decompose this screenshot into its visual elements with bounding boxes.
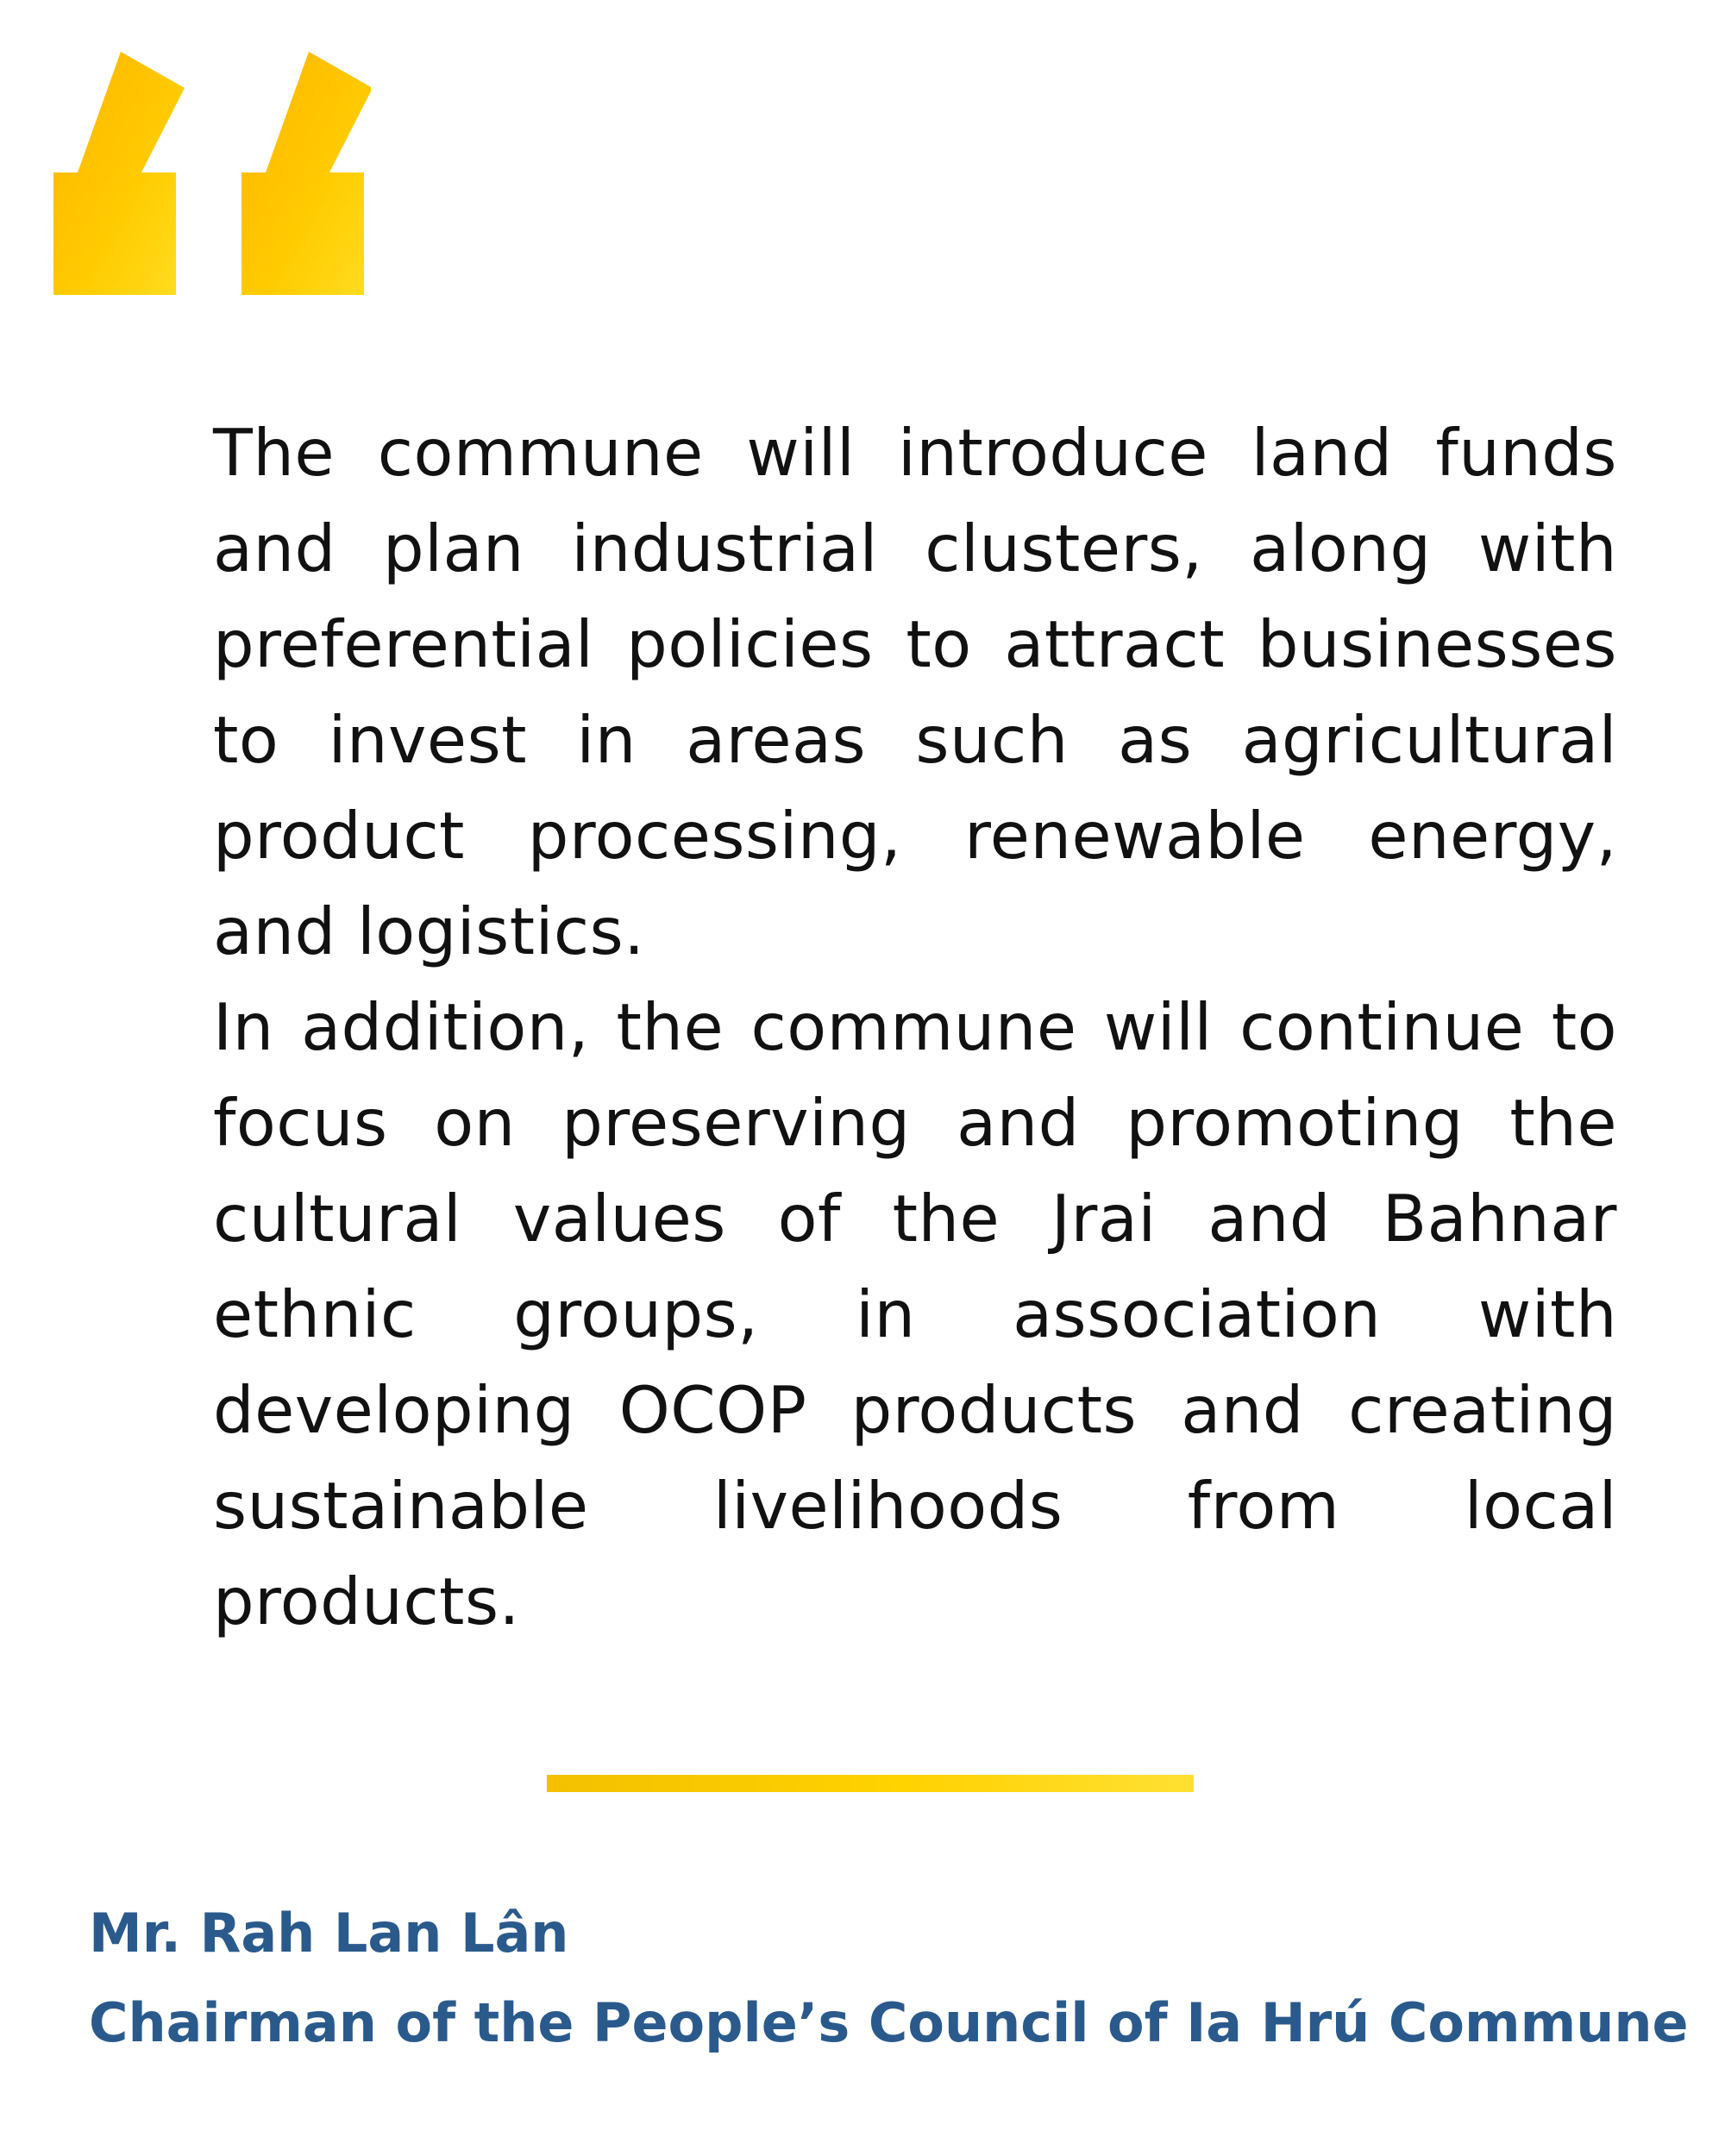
quote-paragraph: The commune will introduce land funds and plan industrial clusters, along with preferential policies to attract businesses to invest in areas such as agricultural product processing, renewable energy, and logistics. bbox=[213, 415, 1617, 969]
quote-text bbox=[213, 405, 1617, 1650]
quotation-mark-icon bbox=[52, 52, 371, 302]
speaker-name: Mr. Rah Lan Lân bbox=[89, 1902, 569, 1965]
divider-line bbox=[547, 1775, 1194, 1792]
quote-paragraph: In addition, the commune will continue to focus on preserving and promoting the cultural values of the Jrai and Bahnar ethnic groups, in association with developing OCOP products and creating sustainable livelihoods from local products. bbox=[213, 989, 1617, 1639]
quote-mark-left bbox=[53, 52, 185, 295]
quote-mark-right bbox=[242, 52, 371, 295]
attribution bbox=[89, 1889, 1689, 2068]
speaker-title: Chairman of the People’s Council of Ia Hrú Commune bbox=[89, 1991, 1689, 2054]
